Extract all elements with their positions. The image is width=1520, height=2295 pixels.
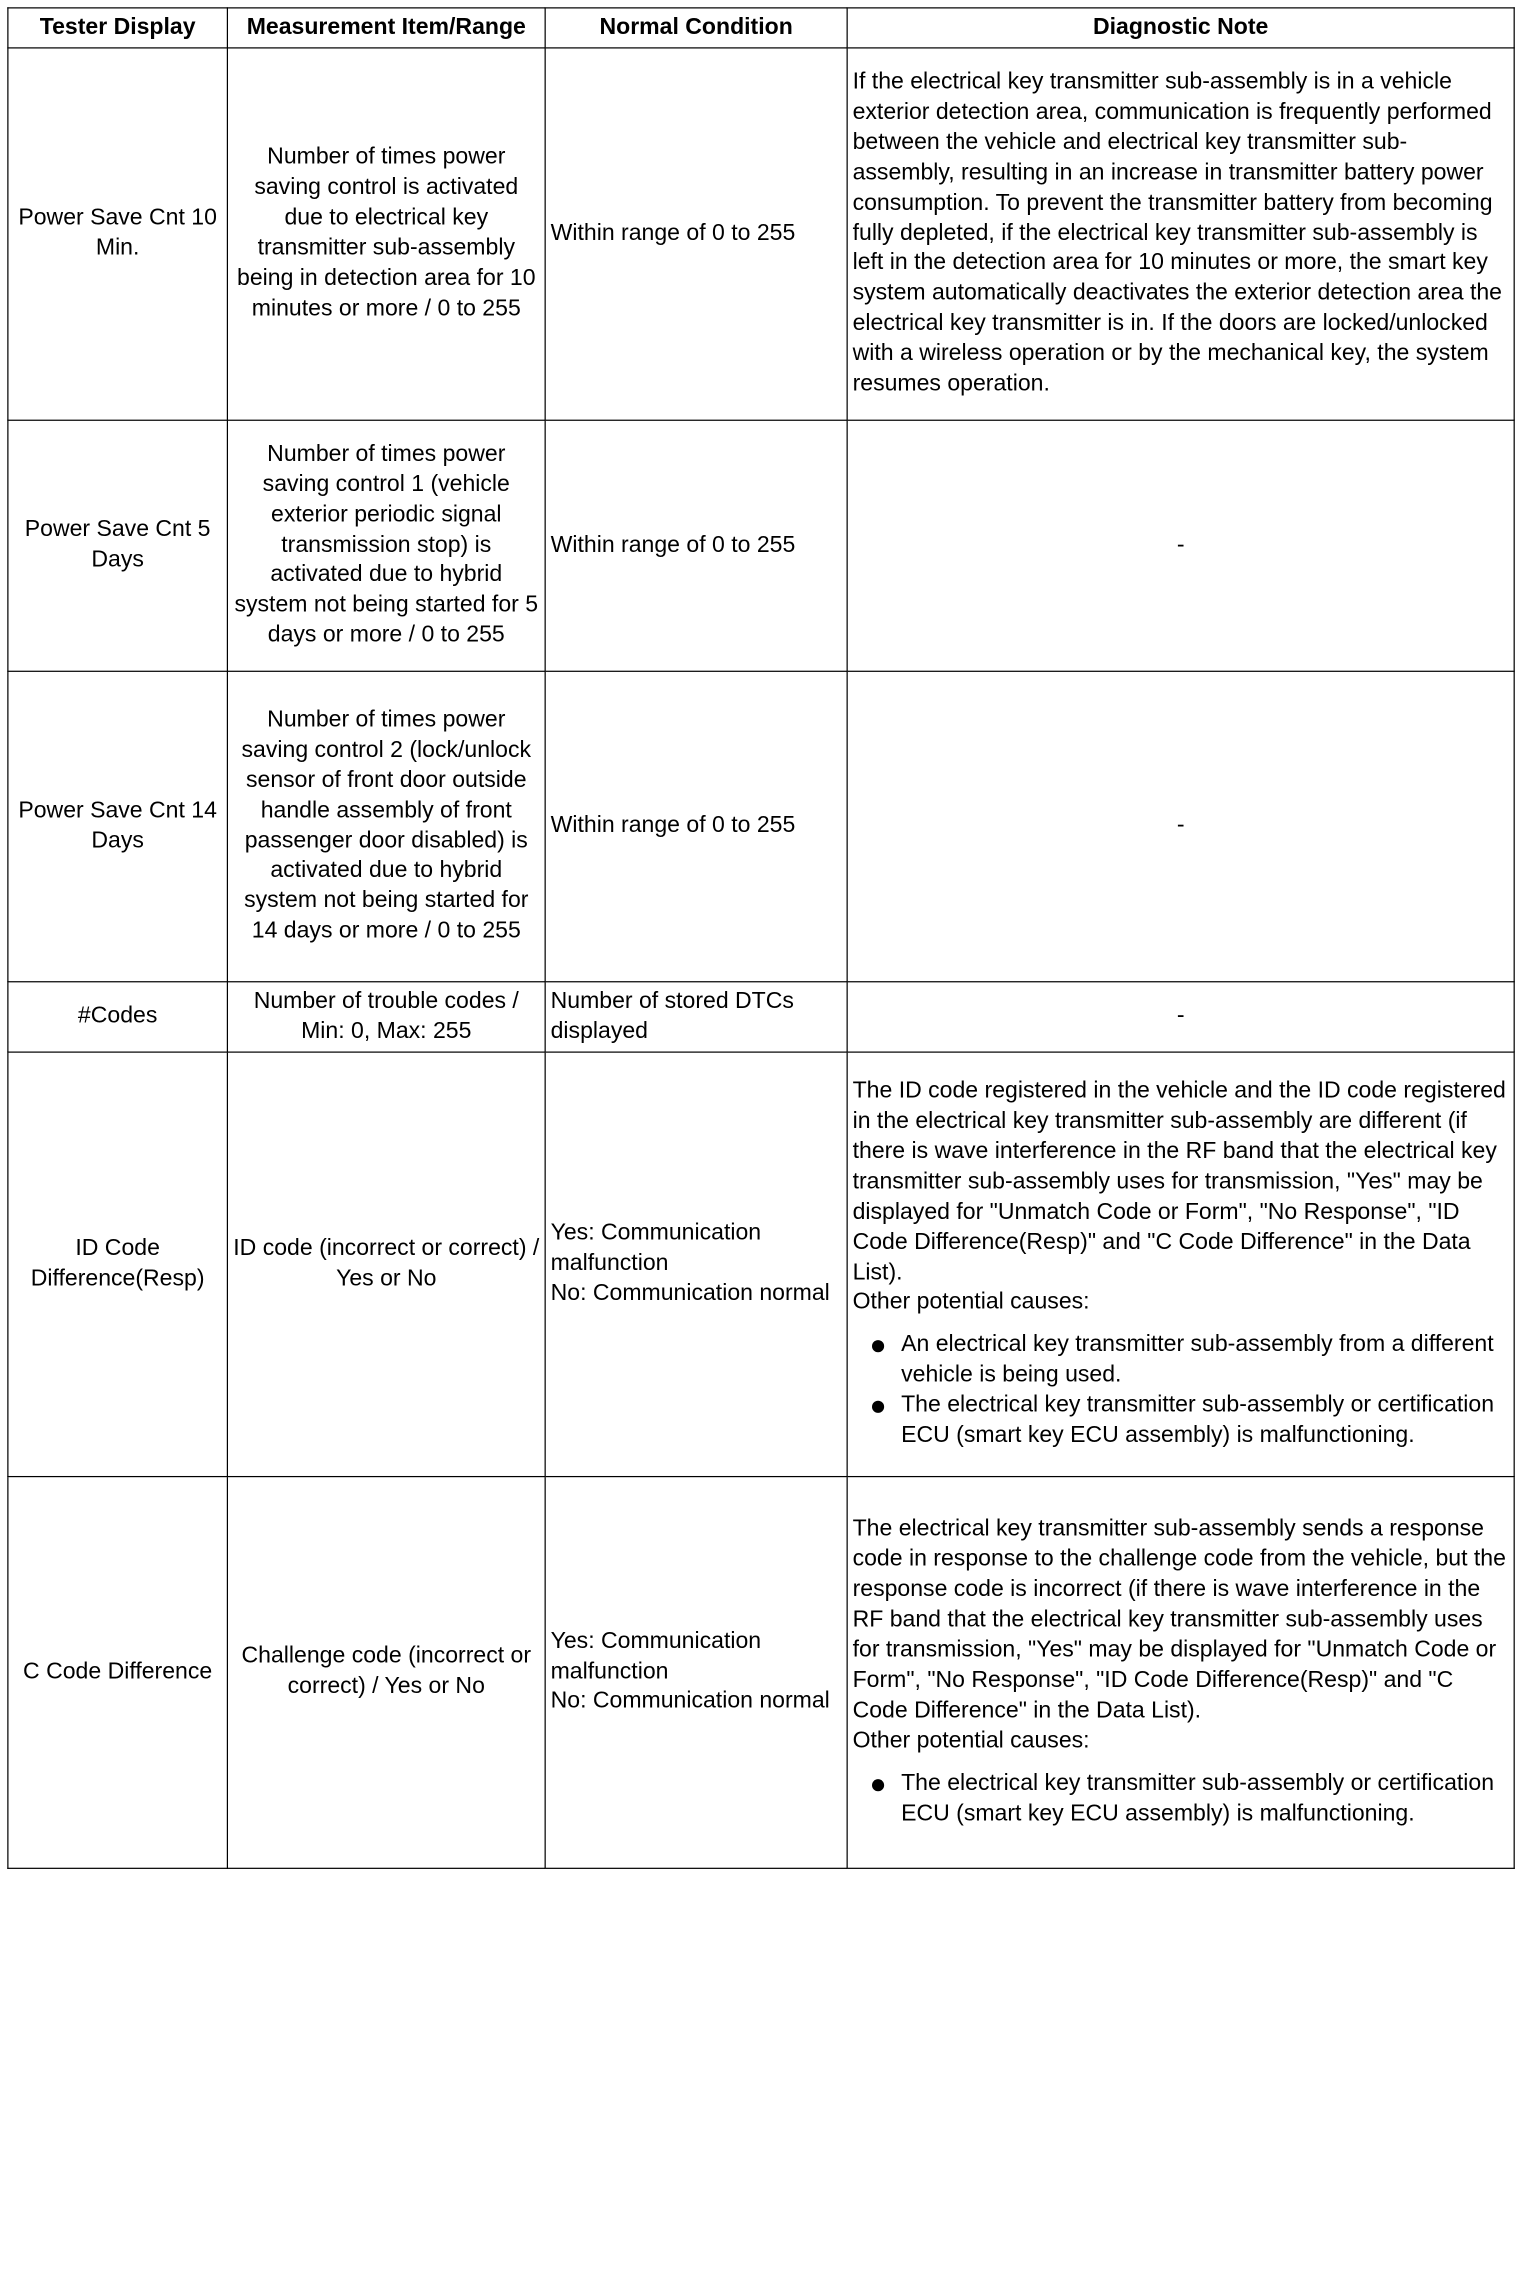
header-diagnostic-note: Diagnostic Note — [847, 8, 1514, 48]
causes-list — [853, 1769, 1509, 1829]
header-measurement-item: Measurement Item/Range — [227, 8, 545, 48]
table-row — [8, 420, 1514, 671]
measurement-cell: Number of times power saving control is activated due to electrical key transmitter sub-assembly being in detection area for 10 minutes or more / 0 to 255 — [227, 48, 545, 420]
measurement-cell: Number of trouble codes / Min: 0, Max: 255 — [227, 982, 545, 1052]
normal-condition-cell: Within range of 0 to 255 — [545, 671, 847, 981]
measurement-cell: Challenge code (incorrect or correct) / Yes or No — [227, 1477, 545, 1869]
tester-display-cell: C Code Difference — [8, 1477, 228, 1869]
table-header-row — [8, 8, 1514, 48]
table-row — [8, 1477, 1514, 1869]
diagnostic-note-cell — [847, 1052, 1514, 1476]
tester-display-cell: Power Save Cnt 14 Days — [8, 671, 228, 981]
diagnostic-note-cell: - — [847, 671, 1514, 981]
list-item: The electrical key transmitter sub-assembly or certification ECU (smart key ECU assembly) is malfunctioning. — [901, 1769, 1509, 1829]
table-row — [8, 671, 1514, 981]
data-list-table — [7, 7, 1515, 1869]
tester-display-cell: ID Code Difference(Resp) — [8, 1052, 228, 1476]
diagnostic-note-cell — [847, 1477, 1514, 1869]
measurement-cell: Number of times power saving control 1 (vehicle exterior periodic signal transmission stop) is activated due to hybrid system not being started for 5 days or more / 0 to 255 — [227, 420, 545, 671]
table-row — [8, 1052, 1514, 1476]
header-normal-condition: Normal Condition — [545, 8, 847, 48]
other-causes-label: Other potential causes: — [852, 1289, 1090, 1316]
list-item: An electrical key transmitter sub-assembly from a different vehicle is being used. — [901, 1331, 1509, 1391]
tester-display-cell: #Codes — [8, 982, 228, 1052]
list-item: The electrical key transmitter sub-assembly or certification ECU (smart key ECU assembly) is malfunctioning. — [901, 1391, 1509, 1451]
header-tester-display: Tester Display — [8, 8, 228, 48]
table-row — [8, 48, 1514, 420]
other-causes-label: Other potential causes: — [852, 1728, 1090, 1754]
note-text: The ID code registered in the vehicle and the ID code registered in the electrical key transmitter sub-assembly are different (if there is wave interference in the RF band that the electrical key transmitter sub-assembly uses for transmission, "Yes" may be displayed for "Unmatch Code or Form", "No Response", "ID Code Difference(Resp)" and "C Code Difference" in the Data List). — [852, 1078, 1506, 1285]
normal-yes-text: Yes: Communication malfunction — [550, 1628, 762, 1685]
causes-list — [853, 1331, 1509, 1452]
tester-display-cell: Power Save Cnt 10 Min. — [8, 48, 228, 420]
normal-yes-text: Yes: Communication malfunction — [550, 1220, 762, 1276]
measurement-cell: ID code (incorrect or correct) / Yes or No — [227, 1052, 545, 1476]
normal-condition-cell: Within range of 0 to 255 — [545, 420, 847, 671]
normal-condition-cell — [545, 1052, 847, 1476]
diagnostic-note-cell: - — [847, 420, 1514, 671]
measurement-cell: Number of times power saving control 2 (lock/unlock sensor of front door outside handle assembly of front passenger door disabled) is activated due to hybrid system not being started for 14 days or more / 0 to 255 — [227, 671, 545, 981]
normal-condition-cell: Number of stored DTCs displayed — [545, 982, 847, 1052]
diagnostic-note-cell: - — [847, 982, 1514, 1052]
tester-display-cell: Power Save Cnt 5 Days — [8, 420, 228, 671]
normal-no-text: No: Communication normal — [550, 1688, 830, 1715]
table-row — [8, 982, 1514, 1052]
note-text: The electrical key transmitter sub-assembly sends a response code in response to the challenge code from the vehicle, but the response code is incorrect (if there is wave interference in the RF band that the electrical key transmitter sub-assembly uses for transmission, "Yes" may be displayed for "Unmatch Code or Form", "No Response", "ID Code Difference(Resp)" and "C Code Difference" in the Data List). — [852, 1516, 1506, 1724]
normal-condition-cell — [545, 1477, 847, 1869]
diagnostic-note-cell: If the electrical key transmitter sub-assembly is in a vehicle exterior detection area, communication is frequently performed between the vehicle and electrical key transmitter sub-assembly, resulting in an increase in transmitter battery power consumption. To prevent the transmitter battery from becoming fully depleted, if the electrical key transmitter sub-assembly is left in the detection area for 10 minutes or more, the smart key system automatically deactivates the exterior detection area the electrical key transmitter is in. If the doors are locked/unlocked with a wireless operation or by the mechanical key, the system resumes operation. — [847, 48, 1514, 420]
normal-condition-cell: Within range of 0 to 255 — [545, 48, 847, 420]
normal-no-text: No: Communication normal — [550, 1280, 830, 1307]
